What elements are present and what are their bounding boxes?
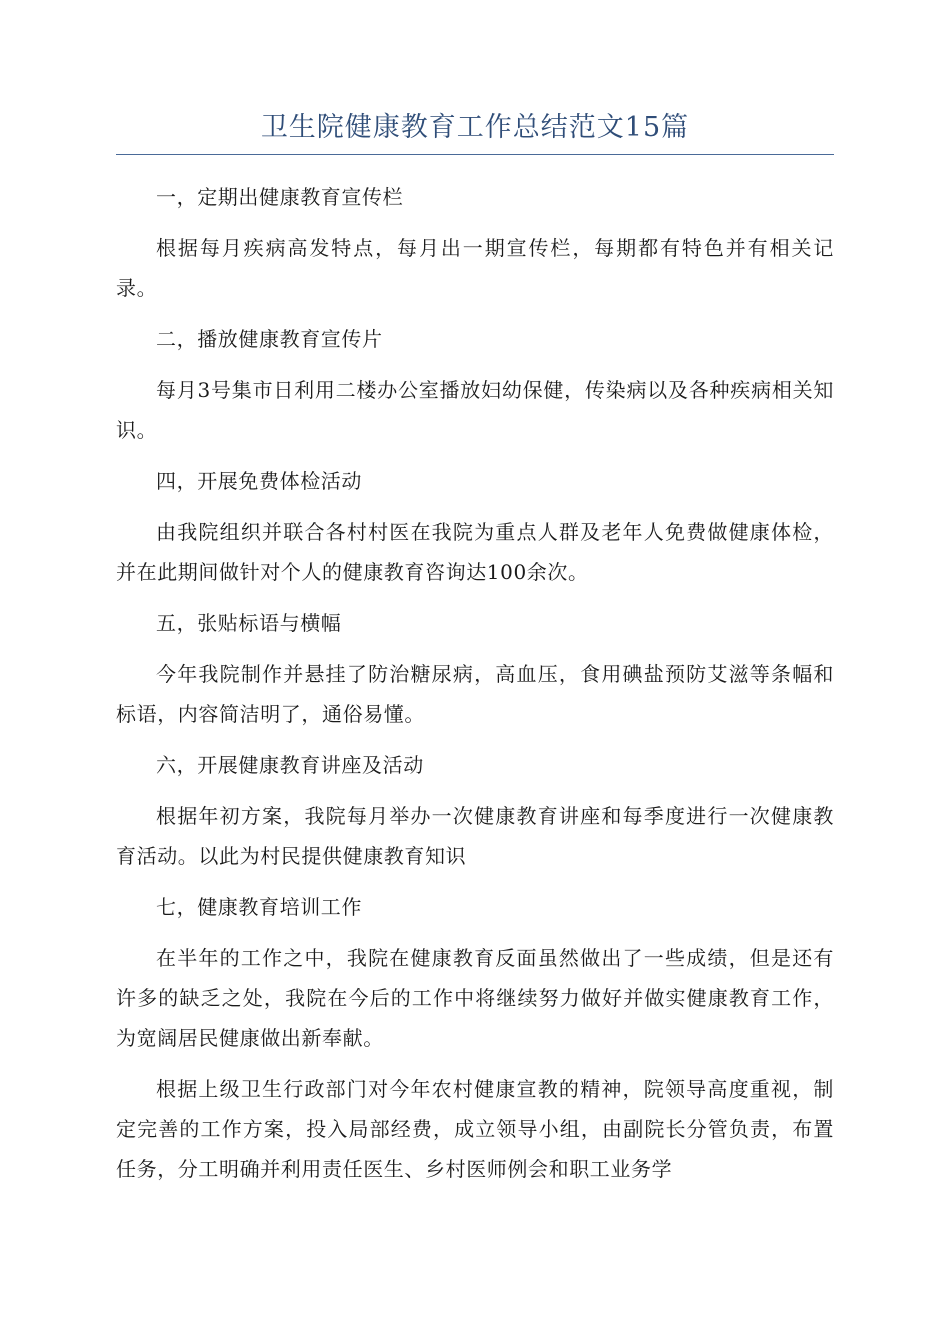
section-heading-4: 四，开展免费体检活动 (156, 469, 362, 493)
paragraph-2: 每月3号集市日利用二楼办公室播放妇幼保健，传染病以及各种疾病相关知识。 (116, 378, 834, 442)
paragraph-5: 今年我院制作并悬挂了防治糖尿病，高血压，食用碘盐预防艾滋等条幅和标语，内容简洁明了，通俗易懂。 (116, 662, 834, 726)
section-heading-2: 二，播放健康教育宣传片 (156, 327, 383, 351)
paragraph-7: 在半年的工作之中，我院在健康教育反面虽然做出了一些成绩，但是还有许多的缺乏之处，我院在今后的工作中将继续努力做好并做实健康教育工作，为宽阔居民健康做出新奉献。 (116, 946, 834, 1050)
paragraph-6: 根据年初方案，我院每月举办一次健康教育讲座和每季度进行一次健康教育活动。以此为村民提供健康教育知识 (116, 804, 834, 868)
section-heading-1: 一，定期出健康教育宣传栏 (156, 185, 404, 209)
section-heading-7: 七，健康教育培训工作 (156, 895, 362, 919)
title-underline (116, 154, 834, 155)
document-title: 卫生院健康教育工作总结范文15篇 (260, 112, 690, 143)
document-page (116, 110, 834, 1200)
section-heading-6: 六，开展健康教育讲座及活动 (156, 753, 424, 777)
paragraph-1: 根据每月疾病高发特点，每月出一期宣传栏，每期都有特色并有相关记录。 (116, 236, 834, 300)
paragraph-4: 由我院组织并联合各村村医在我院为重点人群及老年人免费做健康体检，并在此期间做针对个人的健康教育咨询达100余次。 (116, 520, 834, 584)
paragraph-8: 根据上级卫生行政部门对今年农村健康宣教的精神，院领导高度重视，制定完善的工作方案，投入局部经费，成立领导小组，由副院长分管负责，布置任务，分工明确并利用责任医生、乡村医师例会和职工业务学 (116, 1077, 834, 1181)
section-heading-5: 五，张贴标语与横幅 (156, 611, 342, 635)
